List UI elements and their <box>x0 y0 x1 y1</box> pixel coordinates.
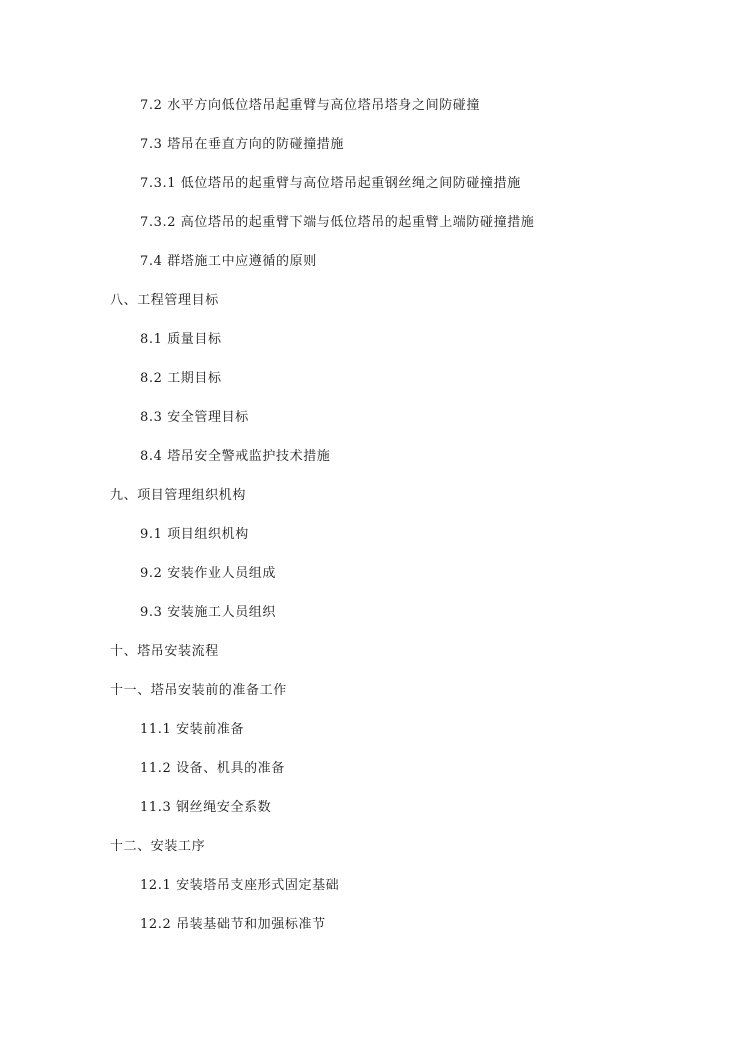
toc-section-8: 八、工程管理目标 <box>110 293 219 308</box>
toc-entry-7-2: 7.2 水平方向低位塔吊起重臂与高位塔吊塔身之间防碰撞 <box>140 98 481 113</box>
toc-entry-7-3-2: 7.3.2 高位塔吊的起重臂下端与低位塔吊的起重臂上端防碰撞措施 <box>140 215 535 230</box>
toc-section-10: 十、塔吊安装流程 <box>110 644 219 659</box>
toc-entry-8-3: 8.3 安全管理目标 <box>140 410 249 425</box>
toc-entry-9-1: 9.1 项目组织机构 <box>140 527 249 542</box>
toc-entry-7-3: 7.3 塔吊在垂直方向的防碰撞措施 <box>140 137 345 152</box>
toc-section-9: 九、项目管理组织机构 <box>110 488 247 503</box>
toc-section-12: 十二、安装工序 <box>110 839 206 854</box>
toc-entry-8-2: 8.2 工期目标 <box>140 371 222 386</box>
toc-entry-8-4: 8.4 塔吊安全警戒监护技术措施 <box>140 449 331 464</box>
toc-entry-11-3: 11.3 钢丝绳安全系数 <box>140 800 272 815</box>
toc-entry-11-2: 11.2 设备、机具的准备 <box>140 761 285 776</box>
toc-section-11: 十一、塔吊安装前的准备工作 <box>110 683 287 698</box>
toc-entry-7-4: 7.4 群塔施工中应遵循的原则 <box>140 254 317 269</box>
toc-entry-12-2: 12.2 吊装基础节和加强标准节 <box>140 917 326 932</box>
toc-entry-11-1: 11.1 安装前准备 <box>140 722 245 737</box>
toc-entry-8-1: 8.1 质量目标 <box>140 332 222 347</box>
toc-entry-12-1: 12.1 安装塔吊支座形式固定基础 <box>140 878 340 893</box>
toc-entry-9-3: 9.3 安装施工人员组织 <box>140 605 277 620</box>
toc-entry-9-2: 9.2 安装作业人员组成 <box>140 566 277 581</box>
toc-entry-7-3-1: 7.3.1 低位塔吊的起重臂与高位塔吊起重钢丝绳之间防碰撞措施 <box>140 176 521 191</box>
